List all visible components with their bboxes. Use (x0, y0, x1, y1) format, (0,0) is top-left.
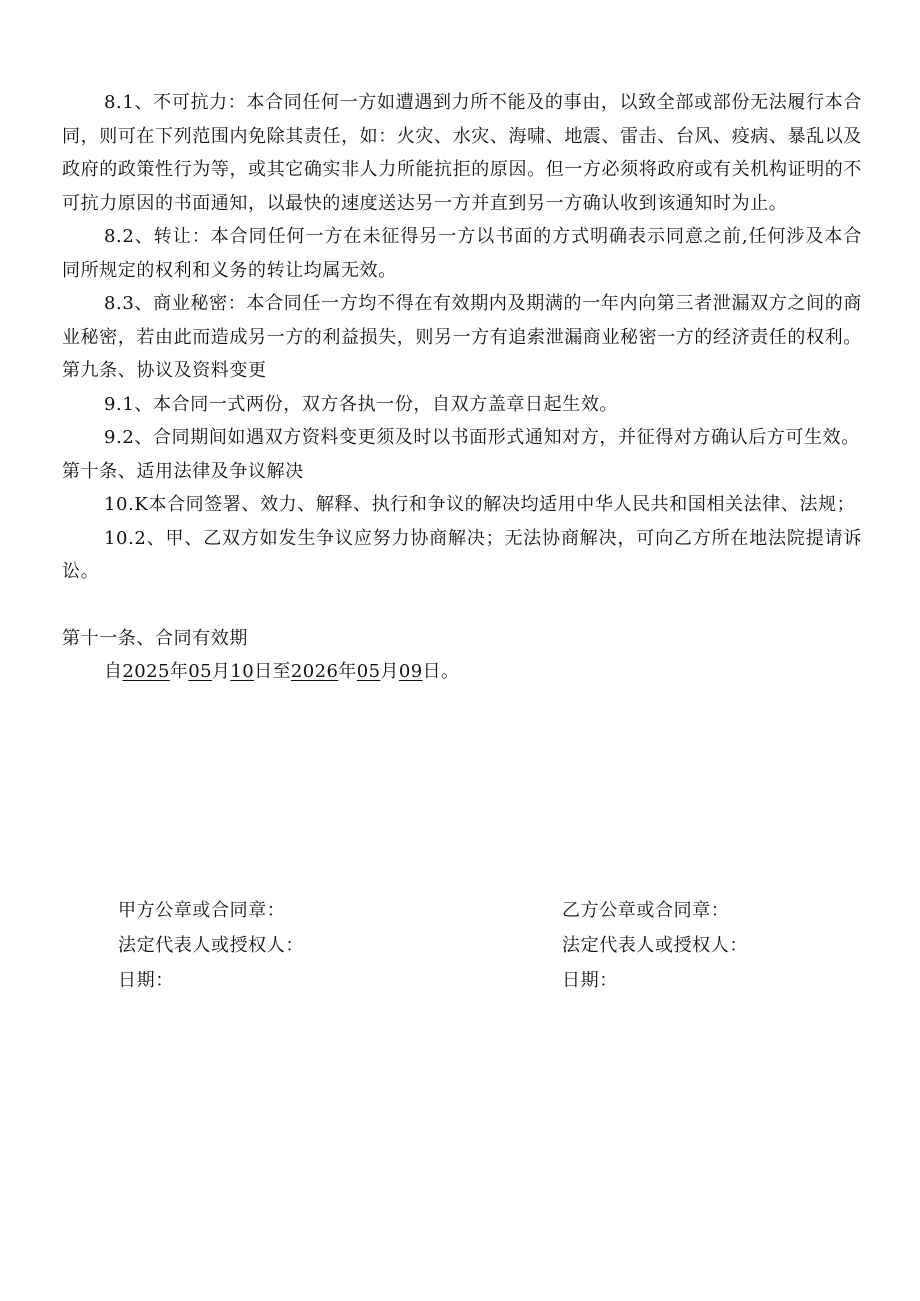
end-day: 09 (398, 661, 423, 682)
clause-9-1: 9.1、本合同一式两份，双方各执一份，自双方盖章日起生效。 (104, 393, 619, 415)
to-word: 至 (272, 661, 291, 682)
start-year: 2025 (122, 661, 170, 682)
day-word: 日 (254, 661, 273, 682)
year-word-2: 年 (338, 661, 357, 682)
party-b-signature-block (562, 893, 748, 998)
party-a-signature-block (118, 893, 304, 998)
start-day: 10 (230, 661, 255, 682)
spacer (62, 589, 862, 622)
end-year: 2026 (290, 661, 339, 682)
clause-9-2: 9.2、合同期间如遇双方资料变更须及时以书面形式通知对方，并征得对方确认后方可生效。 (104, 427, 860, 448)
clause-8-1: 8.1、不可抗力：本合同任何一方如遭遇到力所不能及的事由，以致全部或部份无法履行本合同，则可在下列范围内免除其责任，如：火灾、水灾、海啸、地震、雷击、台风、疫病、暴乱以及政府的政策性行为等，或其它确实非人力所能抗拒的原因。但一方必须将政府或有关机构证明的不可抗力原因的书面通知，以最快的速度送达另一方并直到另一方确认收到该通知时为止。 (62, 92, 862, 214)
clause-8-3: 8.3、商业秘密：本合同任一方均不得在有效期内及期满的一年内向第三者泄漏双方之间的商业秘密，若由此而造成另一方的利益损失，则另一方有追索泄漏商业秘密一方的经济责任的权利。 (62, 293, 862, 348)
party-a-seal-label: 甲方公章或合同章： (118, 900, 286, 921)
start-month: 05 (188, 661, 212, 682)
clause-10-1: 10.K本合同签署、效力、解释、执行和争议的解决均适用中华人民共和国相关法律、法规； (104, 494, 856, 515)
year-word: 年 (169, 661, 189, 682)
month-word: 月 (211, 661, 231, 682)
party-b-rep-label: 法定代表人或授权人： (562, 935, 748, 956)
clause-8-2: 8.2、转让：本合同任何一方在未征得另一方以书面的方式明确表示同意之前,任何涉及本合同所规定的权利和义务的转让均属无效。 (62, 226, 862, 281)
party-b-seal-label: 乙方公章或合同章： (562, 900, 730, 921)
validity-prefix: 自 (104, 661, 123, 682)
end-suffix: 日。 (422, 661, 460, 682)
validity-period (62, 655, 862, 689)
month-word-2: 月 (380, 661, 399, 682)
party-a-date-label: 日期： (118, 970, 174, 991)
article-11-heading: 第十一条、合同有效期 (62, 627, 248, 649)
clause-10-2: 10.2、甲、乙双方如发生争议应努力协商解决；无法协商解决，可向乙方所在地法院提请诉讼。 (62, 527, 862, 582)
article-10-heading: 第十条、适用法律及争议解决 (62, 460, 304, 482)
contract-body (62, 86, 862, 689)
article-9-heading: 第九条、协议及资料变更 (62, 360, 267, 381)
party-b-date-label: 日期： (562, 970, 618, 991)
end-month: 05 (356, 661, 381, 682)
party-a-rep-label: 法定代表人或授权人： (118, 935, 304, 956)
